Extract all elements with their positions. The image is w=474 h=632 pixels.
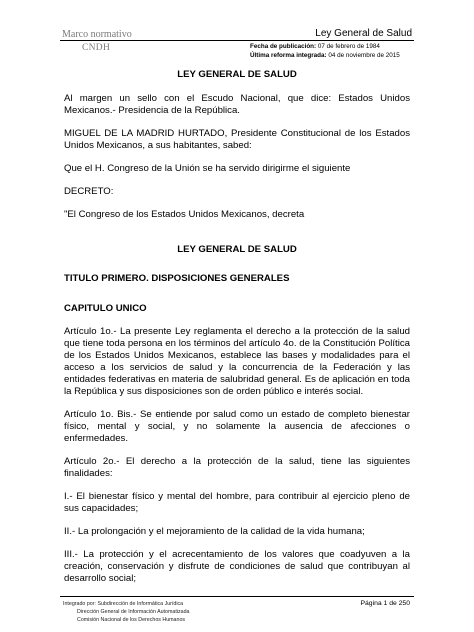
publication-date-value: 07 de febrero de 1984: [317, 43, 380, 50]
header-law-title: Ley General de Salud: [315, 28, 412, 39]
footer-credit-line-2: Dirección General de Información Automatizada: [77, 609, 190, 615]
law-title-repeat: LEY GENERAL DE SALUD: [177, 244, 297, 255]
footer-credit-line-1: Integrado por: Subdirección de Informática Jurídica: [63, 601, 184, 607]
reform-date-row: [250, 52, 400, 59]
fraction-ii: II.- La prolongación y el mejoramiento de la calidad de la vida humana;: [64, 526, 365, 537]
article-1: Artículo 1o.- La presente Ley reglamenta el derecho a la protección de la salud que tiene toda persona en los términos del artículo 4o. de la Constitución Política de los Estados Unidos Mexicanos, establece las bases y modalidades para el acceso a los servicios de salud y la concurrencia de la Federación y las entidades federativas en materia de salubridad general. Es de aplicación en toda la República y sus disposiciones son de orden público e interés social.: [64, 326, 410, 397]
publication-date-row: [250, 43, 380, 50]
paragraph-president: MIGUEL DE LA MADRID HURTADO, Presidente Constitucional de los Estados Unidos Mexicanos, a sus habitantes, sabed:: [64, 128, 410, 151]
fraction-iii: III.- La protección y el acrecentamiento de los valores que coadyuven a la creación, conservación y disfrute de condiciones de salud que contribuyan al desarrollo social;: [64, 549, 410, 584]
footer-divider: [60, 596, 414, 597]
publication-date-label: Fecha de publicación:: [250, 43, 317, 50]
article-2: Artículo 2o.- El derecho a la protección de la salud, tiene las siguientes finalidades:: [64, 456, 410, 479]
title-heading: TITULO PRIMERO. DISPOSICIONES GENERALES: [64, 273, 290, 284]
paragraph-decreta: "El Congreso de los Estados Unidos Mexicanos, decreta: [64, 209, 305, 220]
page-number: Página 1 de 250: [360, 600, 410, 607]
document-body: [64, 66, 410, 585]
header-collection-label: Marco normativo: [62, 29, 132, 40]
reform-date-label: Última reforma integrada:: [250, 52, 327, 59]
article-1-bis: Artículo 1o. Bis.- Se entiende por salud como un estado de completo bienestar físico, mental y social, y no solamente la ausencia de afecciones o enfermedades.: [64, 409, 410, 444]
paragraph-congress: Que el H. Congreso de la Unión se ha servido dirigirme el siguiente: [64, 163, 351, 174]
footer-credits: [63, 600, 189, 624]
reform-date-value: 04 de noviembre de 2015: [328, 52, 400, 59]
document-title: LEY GENERAL DE SALUD: [177, 69, 297, 80]
fraction-i: I.- El bienestar físico y mental del hombre, para contribuir al ejercicio pleno de sus capacidades;: [64, 491, 410, 514]
chapter-heading: CAPITULO UNICO: [64, 303, 147, 314]
header-organization-label: CNDH: [82, 43, 111, 53]
header-divider: [60, 40, 414, 41]
paragraph-seal: Al margen un sello con el Escudo Nacional, que dice: Estados Unidos Mexicanos.- Presidencia de la República.: [64, 93, 410, 116]
paragraph-decreto: DECRETO:: [64, 186, 114, 197]
footer-credit-line-3: Comisión Nacional de los Derechos Humanos: [77, 617, 186, 623]
